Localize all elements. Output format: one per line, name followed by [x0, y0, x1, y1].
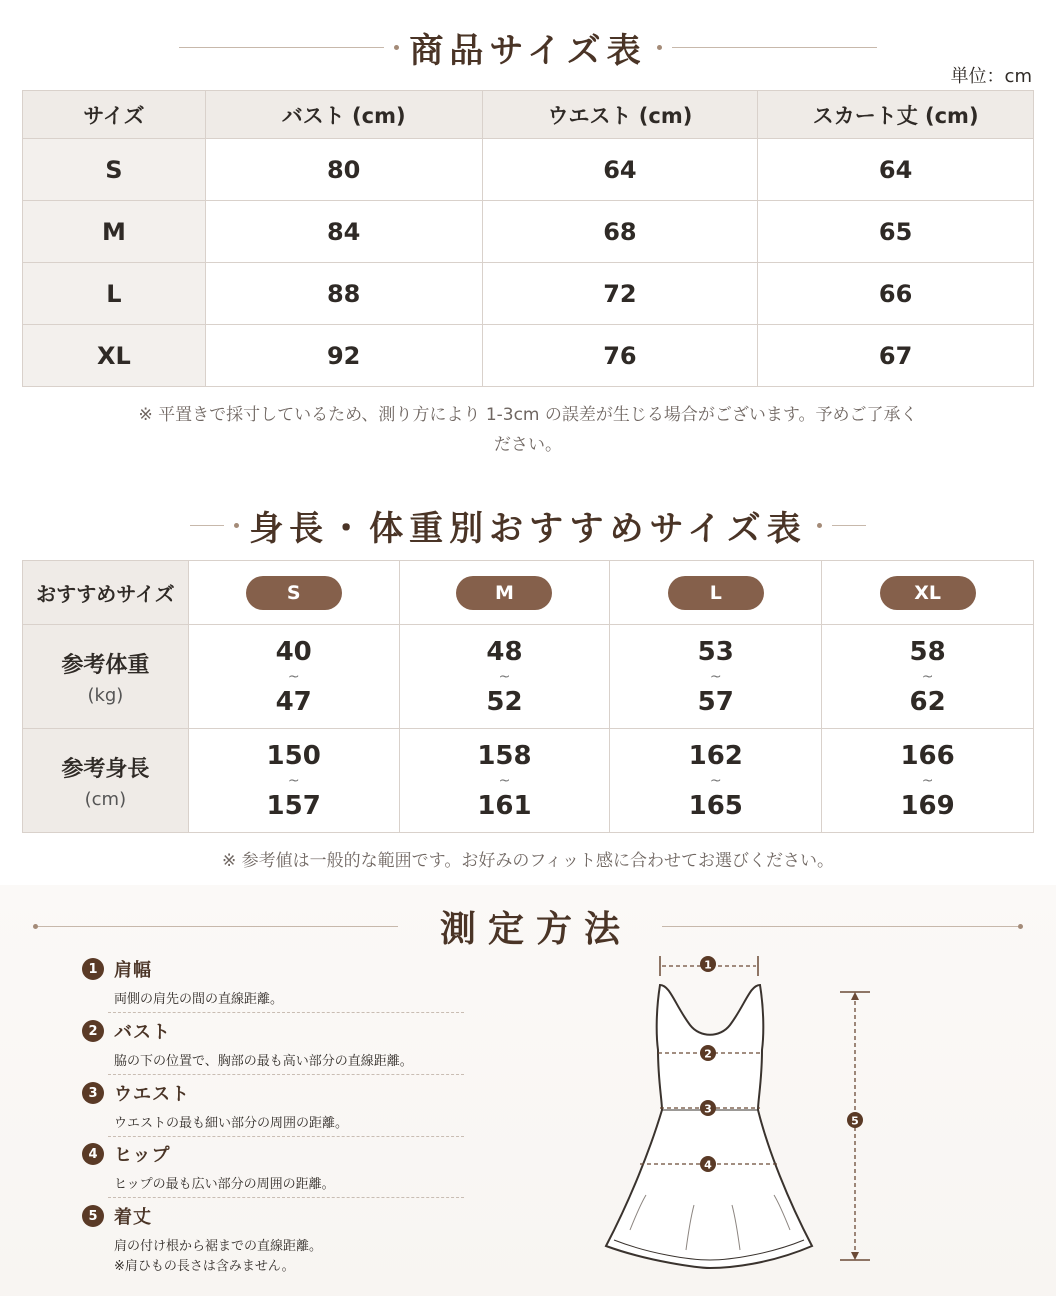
range-tilde: ~: [921, 772, 934, 789]
range-tilde: ~: [709, 668, 722, 685]
range-tilde: ~: [287, 668, 300, 685]
measure-title: 測定方法: [439, 907, 632, 950]
marker-5: 5: [82, 1205, 104, 1227]
size-chart-table: [22, 90, 1034, 387]
range-tilde: ~: [498, 772, 511, 789]
size-cell: [188, 561, 399, 625]
range-min: 40: [275, 636, 312, 667]
item-title: 着丈: [114, 1207, 152, 1228]
waist-value: 68: [482, 201, 758, 263]
arrow-up-icon: [851, 992, 859, 1000]
waist-value: 72: [482, 263, 758, 325]
waist-value: 76: [482, 325, 758, 387]
height-unit: (cm): [84, 788, 127, 810]
title-dot: [817, 523, 822, 528]
bust-value: 88: [205, 263, 482, 325]
recommend-header-label: おすすめサイズ: [23, 561, 189, 625]
marker-3: 3: [82, 1082, 104, 1104]
weight-label: 参考体重: [61, 652, 150, 678]
diagram-marker-5-label: 5: [851, 1114, 859, 1128]
measure-item-waist: [82, 1080, 464, 1134]
recommend-table: [22, 560, 1034, 833]
table-header-row: [23, 91, 1034, 139]
size-pill-xl: XL: [880, 576, 976, 610]
bust-value: 84: [205, 201, 482, 263]
height-cell: [822, 729, 1034, 833]
bust-value: 92: [205, 325, 482, 387]
item-divider: [108, 1074, 464, 1075]
item-title: ヒップ: [114, 1145, 171, 1166]
title-divider: [179, 47, 384, 48]
size-label: XL: [23, 325, 206, 387]
item-desc-line: 肩の付け根から裾までの直線距離。: [114, 1239, 323, 1254]
range-min: 48: [486, 636, 523, 667]
skirt-value: 64: [758, 139, 1034, 201]
marker-4: 4: [82, 1143, 104, 1165]
item-desc: ヒップの最も広い部分の周囲の距離。: [114, 1177, 335, 1192]
title-divider: [38, 926, 398, 927]
size-cell: [399, 561, 610, 625]
diagram-marker-1-label: 1: [704, 958, 712, 972]
range-max: 62: [909, 686, 946, 717]
weight-unit: (kg): [87, 684, 124, 706]
recommend-note: ※ 参考値は一般的な範囲です。お好みのフィット感に合わせてお選びください。: [222, 851, 834, 871]
measure-item-bust: [82, 1018, 464, 1072]
size-cell: [822, 561, 1034, 625]
measure-item-shoulder: [82, 956, 464, 1010]
note-line: ださい。: [494, 435, 562, 455]
recommend-title-bar: [0, 502, 1056, 548]
range-max: 161: [477, 790, 532, 821]
range-tilde: ~: [498, 668, 511, 685]
range-min: 166: [900, 740, 955, 771]
weight-row-header: [23, 625, 189, 729]
weight-cell: [399, 625, 610, 729]
title-dot: [1018, 924, 1023, 929]
size-pill-m: M: [456, 576, 552, 610]
diagram-marker-4-label: 4: [704, 1158, 712, 1172]
size-chart-note: [0, 400, 1056, 460]
range-min: 150: [266, 740, 321, 771]
title-divider: [832, 525, 866, 526]
title-divider: [190, 525, 224, 526]
skirt-value: 66: [758, 263, 1034, 325]
header-size: サイズ: [23, 91, 206, 139]
item-desc: 脇の下の位置で、胸部の最も高い部分の直線距離。: [114, 1054, 413, 1069]
size-chart-title: 商品サイズ表: [409, 30, 647, 71]
item-desc-line: ※肩ひもの長さは含みません。: [114, 1259, 295, 1274]
measure-title-bar: [0, 902, 1056, 950]
range-max: 157: [266, 790, 321, 821]
marker-1: 1: [82, 958, 104, 980]
title-dot: [394, 45, 399, 50]
size-label: L: [23, 263, 206, 325]
item-title: バスト: [114, 1022, 171, 1043]
weight-cell: [822, 625, 1034, 729]
marker-2: 2: [82, 1020, 104, 1042]
range-tilde: ~: [287, 772, 300, 789]
table-row: [23, 201, 1034, 263]
diagram-marker-3-label: 3: [704, 1102, 712, 1116]
measure-item-hip: [82, 1141, 464, 1195]
range-tilde: ~: [709, 772, 722, 789]
table-row: [23, 625, 1034, 729]
header-bust: バスト (cm): [205, 91, 482, 139]
table-row: [23, 263, 1034, 325]
range-max: 169: [900, 790, 955, 821]
range-max: 52: [486, 686, 523, 717]
size-chart-title-bar: [0, 24, 1056, 70]
size-pill-l: L: [668, 576, 764, 610]
arrow-down-icon: [851, 1252, 859, 1260]
dress-diagram: [590, 950, 890, 1280]
waist-value: 64: [482, 139, 758, 201]
range-min: 53: [697, 636, 734, 667]
item-desc: 両側の肩先の間の直線距離。: [114, 992, 284, 1007]
height-label: 参考身長: [61, 756, 150, 782]
table-row: [23, 325, 1034, 387]
title-divider: [662, 926, 1018, 927]
measure-item-length: [82, 1203, 464, 1277]
note-line: ※ 平置きで採寸しているため、測り方により 1-3cm の誤差が生じる場合がございます。予めご了承く: [138, 405, 918, 425]
range-max: 165: [688, 790, 743, 821]
size-label: M: [23, 201, 206, 263]
height-cell: [610, 729, 822, 833]
weight-cell: [188, 625, 399, 729]
height-cell: [188, 729, 399, 833]
item-divider: [108, 1012, 464, 1013]
item-title: ウエスト: [114, 1084, 190, 1105]
title-dot: [657, 45, 662, 50]
size-label: S: [23, 139, 206, 201]
weight-cell: [610, 625, 822, 729]
range-tilde: ~: [921, 668, 934, 685]
range-min: 58: [909, 636, 946, 667]
item-desc: ウエストの最も細い部分の周囲の距離。: [114, 1116, 349, 1131]
size-pill-s: S: [246, 576, 342, 610]
dress-outline: [606, 985, 812, 1268]
header-waist: ウエスト (cm): [482, 91, 758, 139]
table-row: [23, 729, 1034, 833]
range-max: 57: [697, 686, 734, 717]
range-min: 158: [477, 740, 532, 771]
diagram-marker-2-label: 2: [704, 1047, 712, 1061]
unit-note: 単位：cm: [950, 66, 1032, 87]
item-divider: [108, 1197, 464, 1198]
item-divider: [108, 1136, 464, 1137]
title-dot: [234, 523, 239, 528]
height-row-header: [23, 729, 189, 833]
title-divider: [672, 47, 877, 48]
skirt-value: 65: [758, 201, 1034, 263]
recommend-title: 身長・体重別おすすめサイズ表: [249, 508, 807, 549]
skirt-value: 67: [758, 325, 1034, 387]
range-max: 47: [275, 686, 312, 717]
bust-value: 80: [205, 139, 482, 201]
range-min: 162: [688, 740, 743, 771]
height-cell: [399, 729, 610, 833]
item-title: 肩幅: [114, 960, 152, 981]
table-row: [23, 139, 1034, 201]
size-cell: [610, 561, 822, 625]
item-desc: [114, 1237, 464, 1277]
table-header-row: [23, 561, 1034, 625]
header-skirt: スカート丈 (cm): [758, 91, 1034, 139]
